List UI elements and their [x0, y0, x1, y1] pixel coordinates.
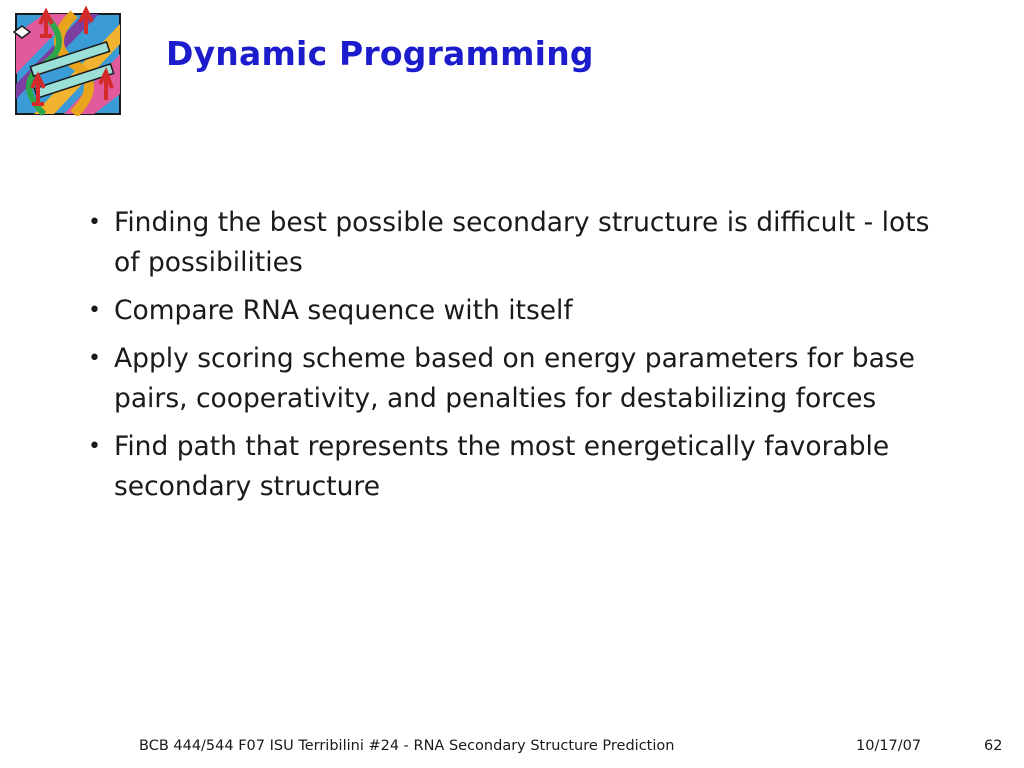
bullet-text: Finding the best possible secondary structure is difficult - lots of possibilities	[114, 207, 930, 278]
bullet-text: Find path that represents the most energetically favorable secondary structure	[114, 431, 890, 502]
dna-clipart-icon	[4, 4, 126, 116]
footer-page-number: 62	[984, 738, 1003, 754]
bullet-item	[86, 291, 946, 331]
footer-course: BCB 444/544 F07 ISU Terribilini #24 - RNA Secondary Structure Prediction	[139, 738, 675, 754]
footer-date: 10/17/07	[856, 738, 922, 754]
bullet-text: Apply scoring scheme based on energy parameters for base pairs, cooperativity, and penalties for destabilizing forces	[114, 343, 915, 414]
bullet-glyph: •	[88, 298, 101, 323]
bullet-item	[86, 203, 946, 283]
bullet-glyph: •	[88, 210, 101, 235]
bullet-list	[86, 203, 946, 515]
bullet-glyph: •	[88, 434, 101, 459]
bullet-glyph: •	[88, 346, 101, 371]
bullet-item	[86, 339, 946, 419]
bullet-text: Compare RNA sequence with itself	[114, 295, 573, 326]
bullet-item	[86, 427, 946, 507]
slide-title: Dynamic Programming	[166, 34, 594, 73]
